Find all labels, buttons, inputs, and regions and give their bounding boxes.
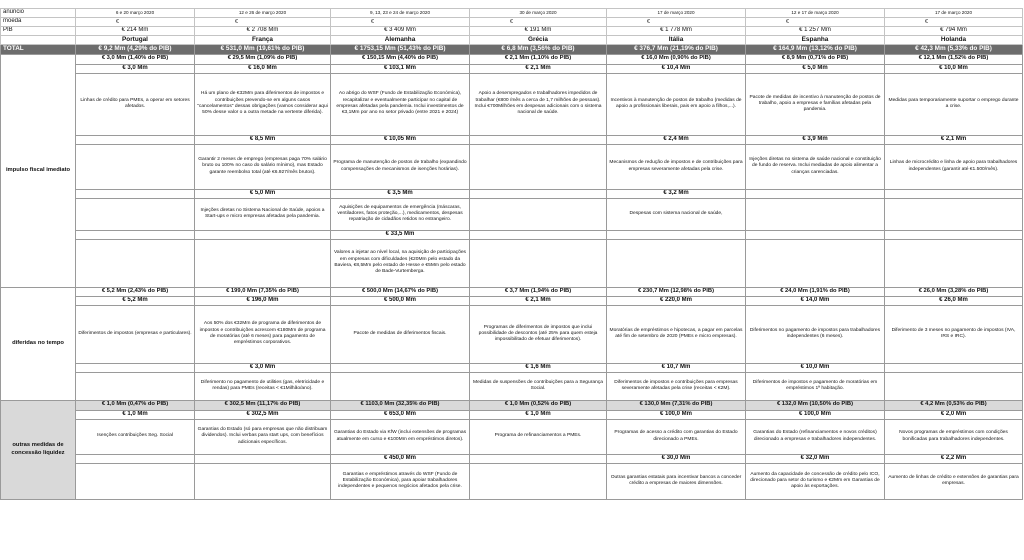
measure-description: Garantir 2 meses de emprego (empresas paga 70% salário bruto ou 100% no caso do salário mínimo), mas Estado garante reembolso total (até €6.927/mês brutos). xyxy=(195,144,331,189)
measure-amount: € 653,0 Mm xyxy=(331,410,470,419)
subtotal-cell: € 230,7 Mm (12,98% do PIB) xyxy=(607,287,746,296)
measure-description xyxy=(885,372,1023,400)
measure-description: Aos 50% dos €32Mm de programa de diferimentos de impostos e contribuições acrescem €180Mm de programa de moratórias (até 6 meses) para pagamento de empréstimos corporativos. xyxy=(195,305,331,363)
measure-amount: € 3,2 Mm xyxy=(607,189,746,198)
measure-description: Despesas com sistema nacional de saúde, xyxy=(607,198,746,230)
measure-amount: € 8,5 Mm xyxy=(195,135,331,144)
measure-description xyxy=(885,198,1023,230)
amount-row xyxy=(1,64,1023,73)
currency-cell: € xyxy=(885,18,1023,27)
description-row xyxy=(1,239,1023,287)
currency-cell: € xyxy=(76,18,195,27)
measure-description: Garantias do Estado via KfW (inclui extensões de programas atualmente em curso e €100Mm em empréstimos diretos). xyxy=(331,419,470,454)
amount-row xyxy=(1,230,1023,239)
subtotal-cell: € 8,9 Mm (0,71% do PIB) xyxy=(746,54,885,64)
measure-amount xyxy=(195,454,331,463)
measures-table xyxy=(0,8,1023,500)
row-label-empty xyxy=(1,35,76,44)
measure-amount xyxy=(76,135,195,144)
measure-description: Apoio a desempregados e trabalhadores impedidos de trabalhar (€800 /mês a cerca de 1,7 milhões de pessoas). Inclui €700Milhões em despesas adicionais com o sistema nacional de saúde. xyxy=(470,73,607,135)
measure-amount: € 302,5 Mm xyxy=(195,410,331,419)
total-cell: € 376,7 Mm (21,19% do PIB) xyxy=(607,44,746,54)
measure-description xyxy=(76,144,195,189)
measure-description: Programa de refinanciamentos a PMEs. xyxy=(470,419,607,454)
date-cell: 6 e 20 março 2020 xyxy=(76,9,195,18)
measure-description: Incentivos à manutenção de postos de trabalho (medidas de apoio a profissionais liberais, pais em apoio a filhos,...). xyxy=(607,73,746,135)
measure-description xyxy=(195,463,331,499)
measure-amount: € 10,0 Mm xyxy=(885,64,1023,73)
currency-cell: € xyxy=(470,18,607,27)
measure-amount xyxy=(470,454,607,463)
measure-description: Linhas de crédito para PMEs, a operar em setores afetados. xyxy=(76,73,195,135)
date-cell: 17 de março 2020 xyxy=(607,9,746,18)
measure-description xyxy=(470,198,607,230)
measure-amount: € 100,0 Mm xyxy=(746,410,885,419)
total-cell: € 42,3 Mm (5,33% do PIB) xyxy=(885,44,1023,54)
measure-amount: € 3,5 Mm xyxy=(331,189,470,198)
subtotal-cell: € 1,0 Mm (0,47% do PIB) xyxy=(76,400,195,410)
measure-amount xyxy=(76,230,195,239)
amount-row xyxy=(1,189,1023,198)
measure-amount: € 30,0 Mm xyxy=(607,454,746,463)
measure-amount xyxy=(195,230,331,239)
measure-amount: € 10,7 Mm xyxy=(607,363,746,372)
measure-amount xyxy=(885,189,1023,198)
subtotal-cell: € 1103,0 Mm (32,35% do PIB) xyxy=(331,400,470,410)
measure-description: Moratórias de empréstimos e hipotecas, a pagar em parcelas até fim de setembro de 2020 (PMEs e micro empresas). xyxy=(607,305,746,363)
measure-amount: € 10,4 Mm xyxy=(607,64,746,73)
measure-description xyxy=(331,372,470,400)
section-label: diferidas no tempo xyxy=(1,287,76,400)
measure-amount: € 5,2 Mm xyxy=(76,296,195,305)
measure-amount xyxy=(76,189,195,198)
description-row xyxy=(1,372,1023,400)
measure-amount xyxy=(470,189,607,198)
measure-amount: € 3,0 Mm xyxy=(195,363,331,372)
measure-amount: € 196,0 Mm xyxy=(195,296,331,305)
measure-amount: € 220,0 Mm xyxy=(607,296,746,305)
measure-amount: € 103,1 Mm xyxy=(331,64,470,73)
currency-cell: € xyxy=(195,18,331,27)
country-name: Alemanha xyxy=(331,35,470,44)
measure-description: Outras garantias estatais para incentivar bancos a conceder crédito a empresas de maiores dimensões. xyxy=(607,463,746,499)
measure-description: Garantias do Estado (refinanciamentos e novos créditos) direcionado a empresas e trabalhadores independentes. xyxy=(746,419,885,454)
measure-amount: € 32,0 Mm xyxy=(746,454,885,463)
subtotal-cell: € 150,15 Mm (4,40% do PIB) xyxy=(331,54,470,64)
measure-amount: € 5,0 Mm xyxy=(195,189,331,198)
country-name: Holanda xyxy=(885,35,1023,44)
subtotal-row xyxy=(1,287,1023,296)
total-cell: € 164,9 Mm (13,12% do PIB) xyxy=(746,44,885,54)
measure-description xyxy=(470,239,607,287)
measure-amount xyxy=(470,135,607,144)
measure-amount: € 2,4 Mm xyxy=(607,135,746,144)
description-row xyxy=(1,73,1023,135)
measure-description: Programas de diferimentos de impostos que inclui possibilidade de descontos (até 25% para quem esteja impossibilitado de efetuar diferimentos). xyxy=(470,305,607,363)
measure-amount: € 14,0 Mm xyxy=(746,296,885,305)
measure-description: Garantias e empréstimos através do WSF (Fundo de Estabilização Económica), para apoiar trabalhadores independentes e pequenos negócios afetados pela crise. xyxy=(331,463,470,499)
measure-amount: € 1,6 Mm xyxy=(470,363,607,372)
measure-amount xyxy=(331,363,470,372)
description-row xyxy=(1,305,1023,363)
date-cell: 12 e 17 de março 2020 xyxy=(746,9,885,18)
section-label: outras medidas de concessão liquidez xyxy=(1,400,76,499)
measure-amount: € 2,1 Mm xyxy=(885,135,1023,144)
measure-description: Diferimentos de impostos e contribuições para empresas severamente afetadas pela crise (receitas < €2M). xyxy=(607,372,746,400)
measure-description: Pacote de medidas de incentivo à manutenção de postos de trabalho, apoio a empresas e famílias afetadas pela pandemia. xyxy=(746,73,885,135)
subtotal-cell: € 3,7 Mm (1,94% do PIB) xyxy=(470,287,607,296)
measure-description: Isenções contribuições Seg. Social xyxy=(76,419,195,454)
total-row xyxy=(1,44,1023,54)
amount-row xyxy=(1,296,1023,305)
measure-description xyxy=(885,239,1023,287)
measure-description xyxy=(470,144,607,189)
gdp-cell: € 3 409 Mm xyxy=(331,26,470,35)
subtotal-cell: € 130,0 Mm (7,31% do PIB) xyxy=(607,400,746,410)
amount-row xyxy=(1,363,1023,372)
measure-amount xyxy=(885,363,1023,372)
measure-description: Há um plano de €32Mm para diferimentos de impostos e contribuições prevendo-se em alguns casos "cancelamentos" dessas obrigações (vamos considerar aqui 50% desse valor o a outra metade na vertente diferida). xyxy=(195,73,331,135)
subtotal-row xyxy=(1,54,1023,64)
measure-description: Mecanismos de redução de impostos e de contribuições para empresas severamente afetadas pela crise. xyxy=(607,144,746,189)
row-label-anuncio: anúncio xyxy=(1,9,76,18)
measure-description xyxy=(607,239,746,287)
measure-description: Aquisições de equipamentos de emergência (máscaras, ventiladores, fatos proteção,...), medicamentos, despesas repatriação de cidadãos retidos no estrangeiro. xyxy=(331,198,470,230)
measure-description: Diferimentos de impostos e pagamento de moratórias em empréstimos 1ª habitação. xyxy=(746,372,885,400)
total-cell: € 531,0 Mm (19,61% do PIB) xyxy=(195,44,331,54)
measure-description: Medidas de suspensões de contribuições para a Segurança Social. xyxy=(470,372,607,400)
measure-description xyxy=(746,239,885,287)
measure-amount: € 10,0 Mm xyxy=(746,363,885,372)
measure-amount: € 10,05 Mm xyxy=(331,135,470,144)
measure-amount xyxy=(746,189,885,198)
date-cell: 12 e 26 de março 2020 xyxy=(195,9,331,18)
subtotal-cell: € 26,0 Mm (3,28% do PIB) xyxy=(885,287,1023,296)
amount-row xyxy=(1,410,1023,419)
gdp-cell: € 1 778 Mm xyxy=(607,26,746,35)
measure-amount: € 100,0 Mm xyxy=(607,410,746,419)
date-cell: 30 de março 2020 xyxy=(470,9,607,18)
measure-amount: € 2,2 Mm xyxy=(885,454,1023,463)
measure-description: Injeções diretas no sistema de saúde nacional e constituição de fundo de reserva. Inclui mediadas de apoio alimentar a crianças carenciadas. xyxy=(746,144,885,189)
measure-amount xyxy=(746,230,885,239)
row-label-total: TOTAL xyxy=(1,44,76,54)
measure-amount xyxy=(470,230,607,239)
measure-amount: € 16,0 Mm xyxy=(195,64,331,73)
subtotal-row xyxy=(1,400,1023,410)
measure-amount xyxy=(76,363,195,372)
measure-amount xyxy=(76,454,195,463)
measure-amount: € 450,0 Mm xyxy=(331,454,470,463)
subtotal-cell: € 3,0 Mm (1,40% do PIB) xyxy=(76,54,195,64)
measure-amount: € 3,9 Mm xyxy=(746,135,885,144)
subtotal-cell: € 29,5 Mm (1,09% do PIB) xyxy=(195,54,331,64)
country-name: Portugal xyxy=(76,35,195,44)
subtotal-cell: € 132,0 Mm (10,50% do PIB) xyxy=(746,400,885,410)
measure-description xyxy=(76,239,195,287)
measure-description: Diferimento no pagamento de utilities (gas, eletricidade e rendas) para PMEs (receitas < €1Milhão/ano). xyxy=(195,372,331,400)
announcement-row xyxy=(1,9,1023,18)
measure-amount: € 2,1 Mm xyxy=(470,64,607,73)
measure-description: Injeções diretas no Sistema Nacional de Saúde, apoios a Start-ups e micro empresas afetadas pela pandemia. xyxy=(195,198,331,230)
measure-description: Medidas para temporariamente suportar o emprego durante a crise. xyxy=(885,73,1023,135)
measure-amount: € 26,0 Mm xyxy=(885,296,1023,305)
measure-description: Pacote de medidas de diferimentos fiscais. xyxy=(331,305,470,363)
measure-description: Diferimento de 3 meses no pagamento de impostos (IVA, IRS e IRC). xyxy=(885,305,1023,363)
measure-amount xyxy=(607,230,746,239)
subtotal-cell: € 16,0 Mm (0,90% do PIB) xyxy=(607,54,746,64)
measure-description: Diferimentos no pagamento de impostos para trabalhadores independentes (6 meses). xyxy=(746,305,885,363)
measure-description xyxy=(76,198,195,230)
subtotal-cell: € 24,0 Mm (1,91% do PIB) xyxy=(746,287,885,296)
measure-description: Diferimentos de impostos (empresas e particulares). xyxy=(76,305,195,363)
description-row xyxy=(1,463,1023,499)
amount-row xyxy=(1,135,1023,144)
country-name: Itália xyxy=(607,35,746,44)
subtotal-cell: € 4,2 Mm (0,53% do PIB) xyxy=(885,400,1023,410)
measure-description: Aumento da capacidade de concessão de crédito pelo ICO, direcionado para setor do turismo e €2Mm em Garantias de apoio às exportações. xyxy=(746,463,885,499)
country-name: Espanha xyxy=(746,35,885,44)
currency-row xyxy=(1,18,1023,27)
measure-amount: € 2,1 Mm xyxy=(470,296,607,305)
measure-description: Programas de acesso a crédito com garantias do Estado direcionado a PMEs. xyxy=(607,419,746,454)
amount-row xyxy=(1,454,1023,463)
gdp-cell: € 191 Mm xyxy=(470,26,607,35)
measure-description xyxy=(195,239,331,287)
currency-cell: € xyxy=(331,18,470,27)
measure-amount: € 33,5 Mm xyxy=(331,230,470,239)
subtotal-cell: € 1,0 Mm (0,52% do PIB) xyxy=(470,400,607,410)
measure-description: Programa de manutenção de postos de trabalho (expandindo compensações de mecanismos de isenções horárias). xyxy=(331,144,470,189)
date-cell: 9, 13, 23 e 24 de março 2020 xyxy=(331,9,470,18)
total-cell: € 6,8 Mm (3,56% do PIB) xyxy=(470,44,607,54)
gdp-cell: € 794 Mm xyxy=(885,26,1023,35)
currency-cell: € xyxy=(607,18,746,27)
measure-description: Ao abrigo do WSF (Fundo de Estabilização Económica), recapitalizar e eventualmente participar no capital de empresas afetadas pela pandemia. Inclui investimentos de €3,1Mm por ano no setor privado (entre 2021 e 2024) xyxy=(331,73,470,135)
table-body xyxy=(1,9,1023,500)
gdp-cell: € 214 Mm xyxy=(76,26,195,35)
section-label: impulso fiscal imediato xyxy=(1,54,76,287)
total-cell: € 1753,15 Mm (51,43% do PIB) xyxy=(331,44,470,54)
measure-description: Novos programas de empréstimos com condições bonificadas para trabalhadores independentes. xyxy=(885,419,1023,454)
measure-amount: € 1,0 Mm xyxy=(470,410,607,419)
measure-amount: € 5,0 Mm xyxy=(746,64,885,73)
measure-description: Linhas de microcrédito e linha de apoio para trabalhadores independentes (garantir até €1.500/mês). xyxy=(885,144,1023,189)
measure-amount: € 2,0 Mm xyxy=(885,410,1023,419)
measure-amount: € 500,0 Mm xyxy=(331,296,470,305)
description-row xyxy=(1,144,1023,189)
description-row xyxy=(1,419,1023,454)
gdp-row xyxy=(1,26,1023,35)
currency-cell: € xyxy=(746,18,885,27)
row-label-pib: PIB xyxy=(1,26,76,35)
subtotal-cell: € 12,1 Mm (1,52% do PIB) xyxy=(885,54,1023,64)
measure-description xyxy=(746,198,885,230)
country-name: França xyxy=(195,35,331,44)
measure-description: Aumento de linhas de crédito e extensões de garantias para empresas. xyxy=(885,463,1023,499)
description-row xyxy=(1,198,1023,230)
subtotal-cell: € 5,2 Mm (2,43% do PIB) xyxy=(76,287,195,296)
total-cell: € 9,2 Mm (4,29% do PIB) xyxy=(76,44,195,54)
measure-amount: € 3,0 Mm xyxy=(76,64,195,73)
country-row xyxy=(1,35,1023,44)
measure-description: Valores a injetar ao nível local, na aquisição de participações em empresas com dificuldades (€20Mm pelo estado da Baviera, €8,5Mm pelo estado de Hesse e €5Mm pelo estado de Bade-Vurtemberga. xyxy=(331,239,470,287)
subtotal-cell: € 199,0 Mm (7,35% do PIB) xyxy=(195,287,331,296)
measure-description xyxy=(470,463,607,499)
measure-description xyxy=(76,463,195,499)
measure-amount: € 1,0 Mm xyxy=(76,410,195,419)
date-cell: 17 de março 2020 xyxy=(885,9,1023,18)
subtotal-cell: € 302,5 Mm (11,17% do PIB) xyxy=(195,400,331,410)
measure-description xyxy=(76,372,195,400)
measure-description: Garantias do Estado (só para empresas que não distribuam dividendos). Inclui verbas para start ups, com benefícios adicionais específicos. xyxy=(195,419,331,454)
measure-amount xyxy=(885,230,1023,239)
country-name: Grécia xyxy=(470,35,607,44)
gdp-cell: € 1 257 Mm xyxy=(746,26,885,35)
gdp-cell: € 2 708 Mm xyxy=(195,26,331,35)
subtotal-cell: € 500,0 Mm (14,67% do PIB) xyxy=(331,287,470,296)
subtotal-cell: € 2,1 Mm (1,10% do PIB) xyxy=(470,54,607,64)
row-label-moeda: moeda xyxy=(1,18,76,27)
